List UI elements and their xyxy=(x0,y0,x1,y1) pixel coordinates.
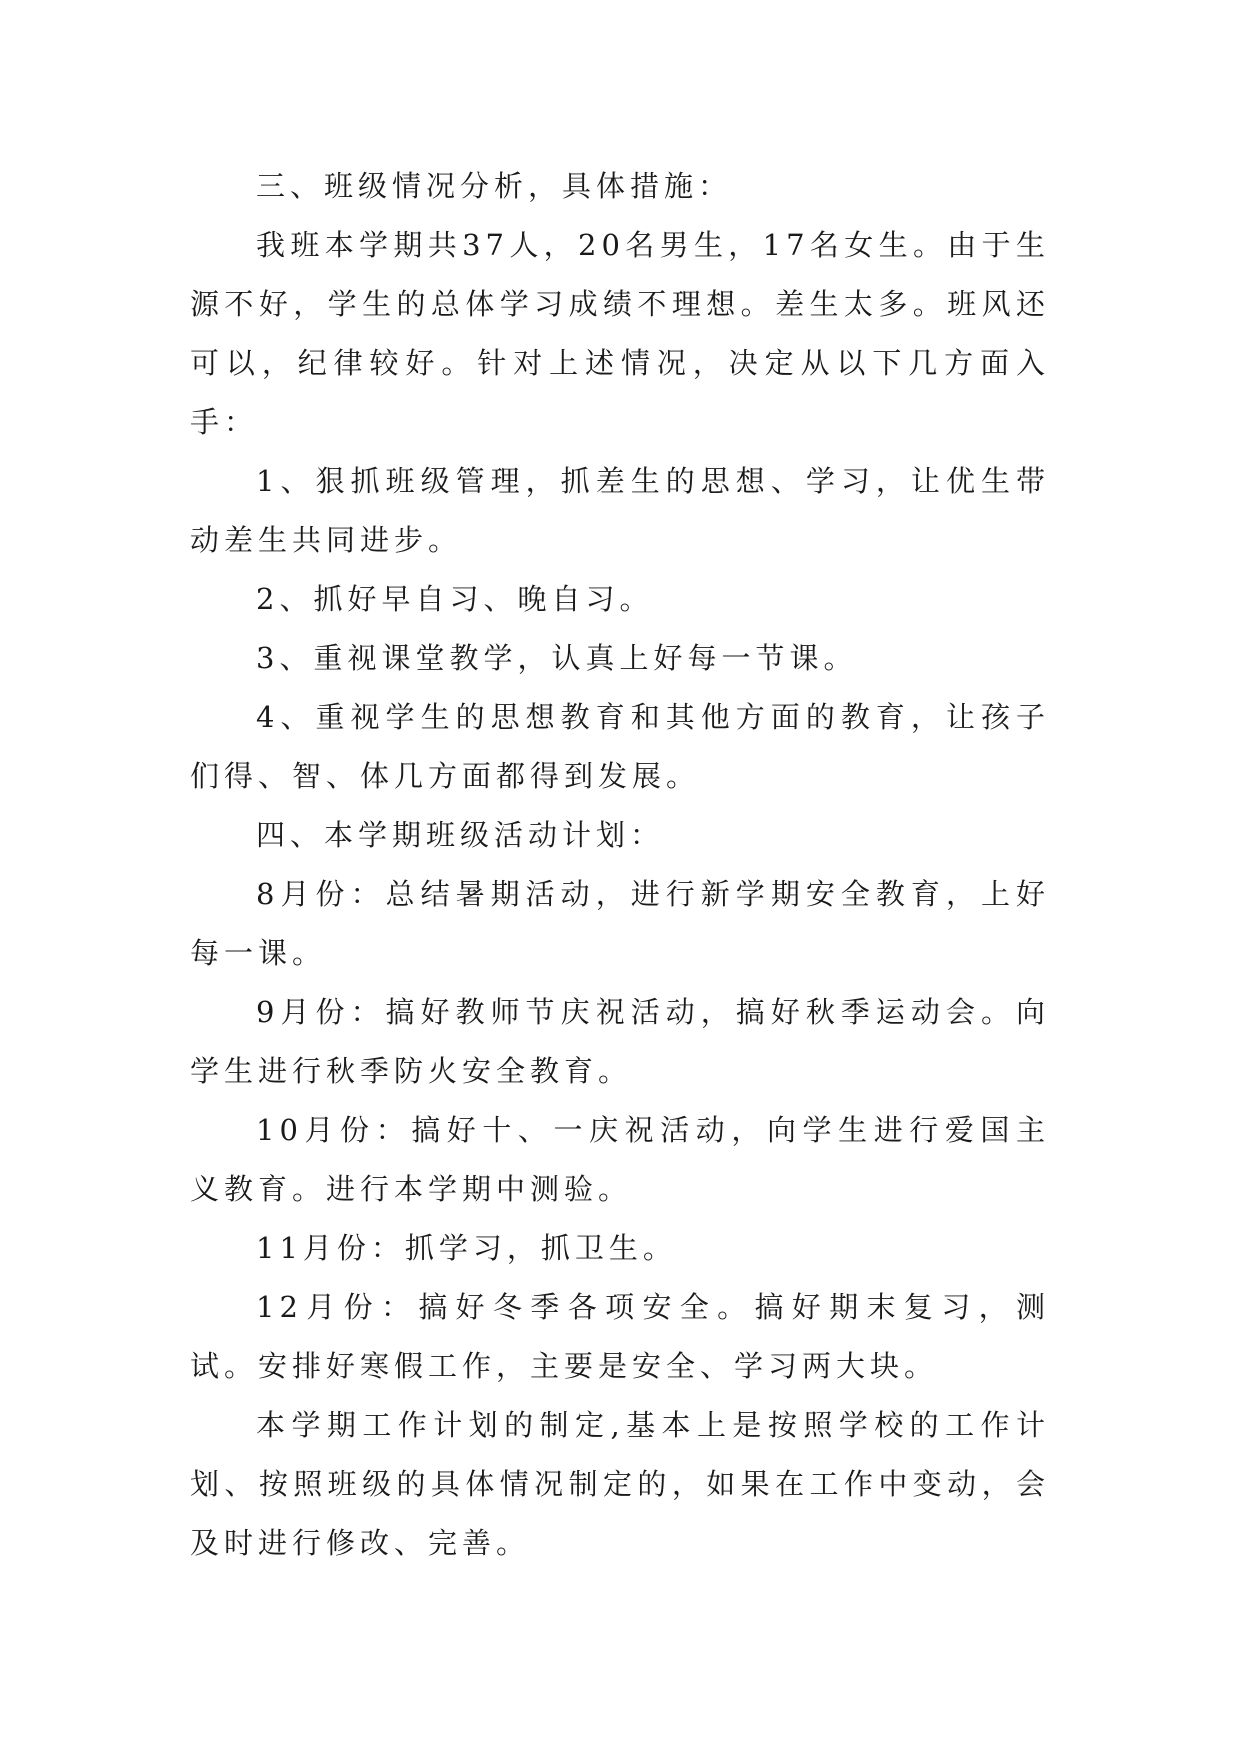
measure-item-3: 3、重视课堂教学，认真上好每一节课。 xyxy=(256,641,858,675)
section-heading-activity-plan: 四、本学期班级活动计划： xyxy=(256,818,665,852)
plan-august: 8月份：总结暑期活动，进行新学期安全教育，上好每一课。 xyxy=(190,877,1050,970)
document-body xyxy=(190,157,1050,1573)
plan-december: 12月份：搞好冬季各项安全。搞好期末复习，测试。安排好寒假工作，主要是安全、学习两大块。 xyxy=(190,1290,1050,1383)
measure-item-2: 2、抓好早自习、晚自习。 xyxy=(256,582,654,616)
plan-november: 11月份：抓学习，抓卫生。 xyxy=(256,1231,677,1265)
paragraph-class-overview: 我班本学期共37人，20名男生，17名女生。由于生源不好，学生的总体学习成绩不理想。差生太多。班风还可以，纪律较好。针对上述情况，决定从以下几方面入手： xyxy=(190,228,1050,439)
section-heading-class-analysis: 三、班级情况分析，具体措施： xyxy=(256,169,733,203)
plan-october: 10月份：搞好十、一庆祝活动，向学生进行爱国主义教育。进行本学期中测验。 xyxy=(190,1113,1050,1206)
plan-september: 9月份：搞好教师节庆祝活动，搞好秋季运动会。向学生进行秋季防火安全教育。 xyxy=(190,995,1050,1088)
paragraph-conclusion: 本学期工作计划的制定,基本上是按照学校的工作计划、按照班级的具体情况制定的，如果在工作中变动，会及时进行修改、完善。 xyxy=(190,1408,1050,1560)
measure-item-1: 1、狠抓班级管理，抓差生的思想、学习，让优生带动差生共同进步。 xyxy=(190,464,1050,557)
measure-item-4: 4、重视学生的思想教育和其他方面的教育，让孩子们得、智、体几方面都得到发展。 xyxy=(190,700,1050,793)
